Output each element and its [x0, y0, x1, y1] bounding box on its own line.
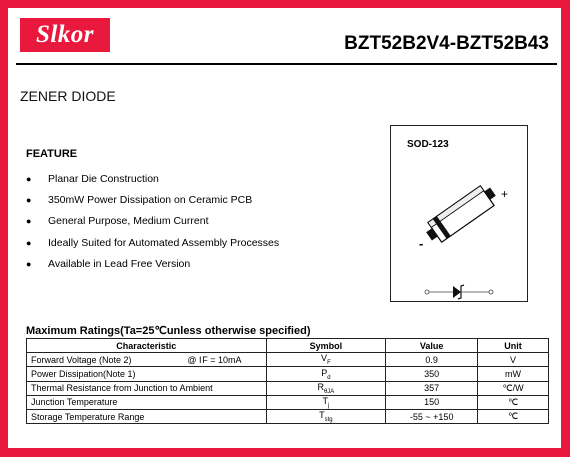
characteristic-cell: Thermal Resistance from Junction to Ambient	[27, 381, 267, 395]
column-header: Unit	[478, 339, 549, 353]
cathode-minus-label: -	[419, 236, 424, 251]
zener-symbol-icon	[425, 285, 493, 299]
characteristic-cell: Forward Voltage (Note 2) @ I F = 10mA	[27, 353, 267, 367]
column-header: Value	[386, 339, 478, 353]
table-row	[27, 381, 549, 395]
bullet-icon: ●	[26, 258, 32, 269]
table-header-row	[27, 339, 549, 353]
datasheet-page	[8, 8, 561, 448]
value-cell: 150	[386, 395, 478, 409]
anode-plus-label: +	[501, 187, 509, 201]
part-number-title: BZT52B2V4-BZT52B43	[344, 33, 549, 54]
bullet-icon: ●	[26, 194, 32, 205]
unit-cell: ℃/W	[478, 381, 549, 395]
sod123-package-icon	[391, 126, 527, 301]
symbol-cell: $V_F$	[266, 353, 386, 367]
column-header: Symbol	[266, 339, 386, 353]
characteristic-cell: Junction Temperature	[27, 395, 267, 409]
value-cell: -55 ~ +150	[386, 409, 478, 423]
bullet-icon: ●	[26, 216, 32, 227]
feature-item: ● 350mW Power Dissipation on Ceramic PCB	[26, 193, 253, 206]
characteristic-cell: Storage Temperature Range	[27, 409, 267, 423]
symbol-cell: $R_{\theta JA}$	[266, 381, 386, 395]
value-cell: 350	[386, 367, 478, 381]
package-diagram	[390, 125, 528, 302]
bullet-icon: ●	[26, 173, 32, 184]
symbol-cell: $T_{stg}$	[266, 409, 386, 423]
symbol-cell: $P_d$	[266, 367, 386, 381]
unit-cell: V	[478, 353, 549, 367]
symbol-cell: $T_j$	[266, 395, 386, 409]
value-cell: 0.9	[386, 353, 478, 367]
brand-logo: Slkor	[20, 18, 110, 52]
feature-item: ● General Purpose, Medium Current	[26, 215, 209, 228]
feature-heading: FEATURE	[26, 148, 78, 160]
bullet-icon: ●	[26, 237, 32, 248]
table-row	[27, 409, 549, 423]
header-divider	[16, 63, 557, 65]
package-name: SOD-123	[407, 139, 449, 150]
unit-cell: ℃	[478, 409, 549, 423]
table-row	[27, 395, 549, 409]
feature-item: ● Ideally Suited for Automated Assembly Processes	[26, 236, 280, 249]
table-row	[27, 353, 549, 367]
characteristic-cell: Power Dissipation(Note 1)	[27, 367, 267, 381]
unit-cell: ℃	[478, 395, 549, 409]
max-ratings-table	[26, 338, 549, 424]
product-type-title: ZENER DIODE	[20, 88, 116, 104]
feature-item: ● Planar Die Construction	[26, 172, 159, 185]
value-cell: 357	[386, 381, 478, 395]
column-header: Characteristic	[27, 339, 267, 353]
feature-item: ● Available in Lead Free Version	[26, 257, 191, 270]
unit-cell: mW	[478, 367, 549, 381]
feature-list	[26, 168, 279, 274]
table-row	[27, 367, 549, 381]
ratings-title: Maximum Ratings(Ta=25℃unless otherwise specified)	[26, 325, 311, 337]
